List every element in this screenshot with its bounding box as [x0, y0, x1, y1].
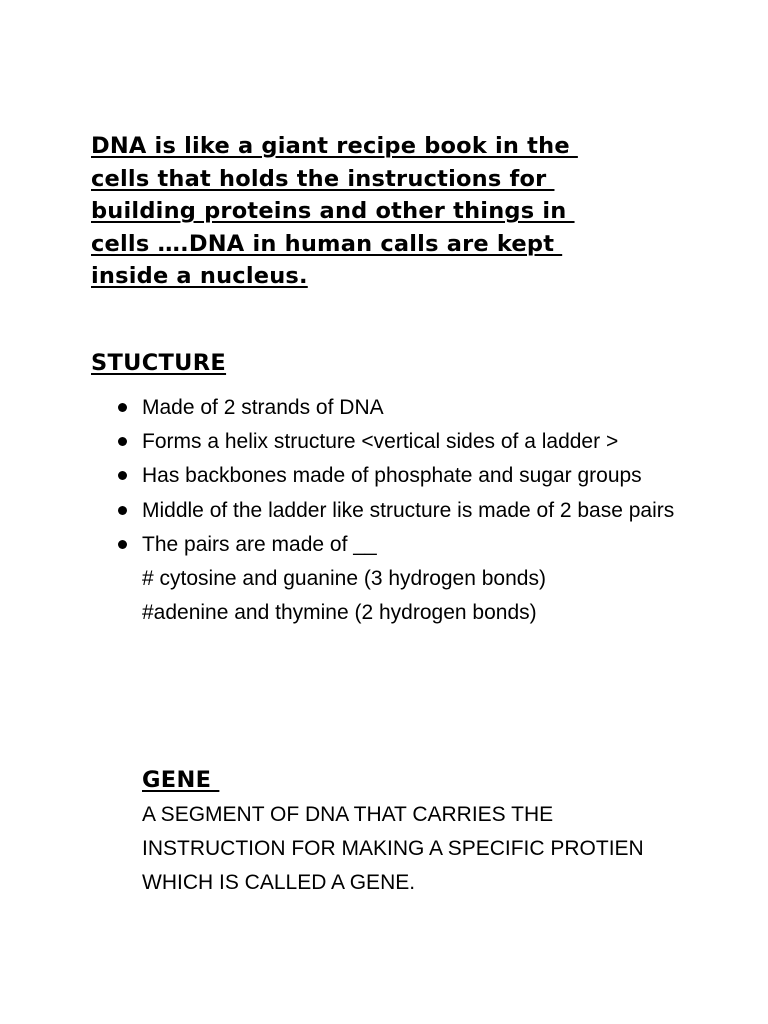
bullet-item	[142, 425, 702, 459]
bullet-icon	[118, 437, 127, 446]
gene-definition	[142, 798, 644, 901]
bullet-icon	[118, 540, 127, 549]
bullet-icon	[118, 506, 127, 515]
bullet-text: Made of 2 strands of DNA	[142, 396, 384, 419]
intro-paragraph	[91, 130, 651, 293]
bullet-item	[142, 459, 702, 493]
bullet-subline: #adenine and thymine (2 hydrogen bonds)	[142, 601, 537, 625]
bullet-item	[142, 494, 702, 528]
intro-line: cells that holds the instructions for	[91, 165, 555, 192]
gene-definition-line: A SEGMENT OF DNA THAT CARRIES THE	[142, 803, 554, 826]
intro-line: inside a nucleus.	[91, 263, 308, 290]
bullet-text: Middle of the ladder like structure is made of 2 base pairs	[142, 498, 675, 522]
intro-line: DNA is like a giant recipe book in the	[91, 133, 578, 159]
bullet-text: Forms a helix structure <vertical sides of a ladder >	[142, 430, 619, 454]
gene-definition-line: INSTRUCTION FOR MAKING A SPECIFIC PROTIEN	[142, 837, 644, 861]
intro-line: cells ….DNA in human calls are kept	[91, 230, 563, 257]
bullet-text: The pairs are made of __	[142, 532, 377, 556]
structure-bullet-list	[142, 391, 702, 630]
bullet-item	[142, 391, 702, 425]
structure-heading: STUCTURE	[91, 350, 227, 376]
bullet-icon	[118, 403, 127, 412]
gene-definition-line: WHICH IS CALLED A GENE.	[142, 871, 416, 895]
intro-line: building proteins and other things in	[91, 198, 575, 225]
bullet-subline: # cytosine and guanine (3 hydrogen bonds)	[142, 567, 546, 591]
bullet-icon	[118, 471, 127, 480]
bullet-text: Has backbones made of phosphate and sugar groups	[142, 464, 642, 488]
bullet-item	[142, 528, 702, 631]
gene-heading: GENE	[142, 767, 220, 793]
